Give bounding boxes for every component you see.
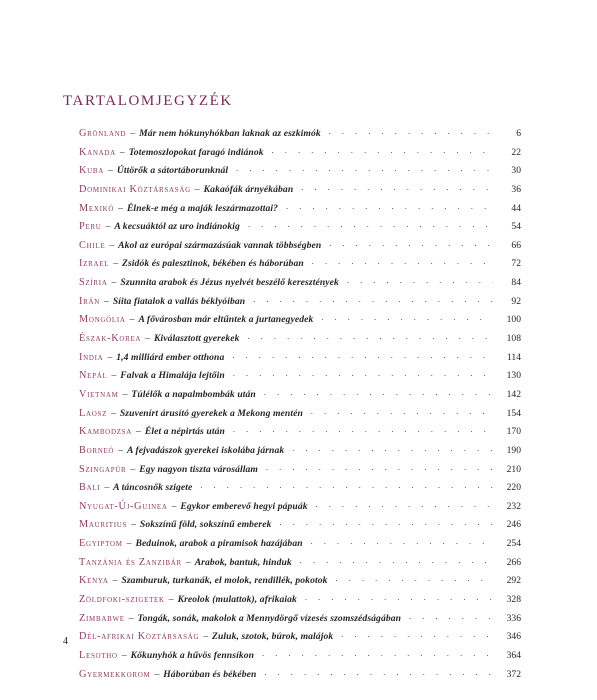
toc-entry-country: Grönland bbox=[79, 128, 127, 139]
toc-entry-country: Kenya bbox=[79, 575, 109, 587]
toc-entry-separator: – bbox=[185, 556, 191, 568]
toc-entry-page-number: 154 bbox=[506, 407, 521, 419]
toc-entry-page-number: 254 bbox=[506, 538, 521, 550]
toc-entry-separator: – bbox=[107, 351, 113, 363]
toc-entry-description: Háborúban és békében bbox=[163, 668, 257, 680]
toc-entry-separator: – bbox=[122, 388, 128, 400]
toc-entry-description: Szamburuk, turkanák, el molok, rendillék, pokotok bbox=[121, 575, 328, 587]
toc-entry-dot-leader bbox=[311, 533, 493, 552]
toc-entry-dot-leader bbox=[264, 664, 493, 683]
toc-entry-description: Már nem hókunyhókban laknak az eszkimók bbox=[139, 128, 321, 139]
toc-entry-dot-leader bbox=[280, 514, 494, 533]
toc-entry-separator: – bbox=[112, 575, 118, 587]
toc-entry-description: Totemoszlopokat faragó indiánok bbox=[128, 146, 264, 158]
toc-entry-dot-leader bbox=[232, 347, 493, 366]
toc-entry-description: Beduinok, arabok a piramisok hazájában bbox=[135, 538, 303, 550]
toc-entry-separator: – bbox=[121, 649, 127, 661]
toc-entry-country: Szingapúr bbox=[79, 463, 127, 475]
toc-entry-page-number: 210 bbox=[506, 463, 521, 475]
toc-entry-country: Mexikó bbox=[79, 202, 115, 214]
toc-entry-description: Falvak a Himalája lejtőin bbox=[120, 370, 225, 382]
toc-entry-page-number: 130 bbox=[506, 370, 521, 382]
toc-entry-description: Zuluk, szotok, búrok, malájok bbox=[212, 631, 334, 643]
toc-entry-page-number: 84 bbox=[511, 277, 521, 289]
toc-entry-page-number: 142 bbox=[506, 388, 521, 400]
toc-entry-dot-leader bbox=[266, 459, 493, 478]
toc-entry-dot-leader bbox=[272, 142, 493, 161]
toc-entry-dot-leader bbox=[305, 589, 493, 608]
toc-entry-page-number: 92 bbox=[511, 295, 521, 307]
toc-entry-page-number: 364 bbox=[506, 649, 521, 661]
toc-entry-page-number: 328 bbox=[506, 594, 521, 606]
toc-entry-description: Síita fiatalok a vallás béklyóiban bbox=[112, 295, 246, 307]
toc-entry bbox=[79, 666, 521, 685]
toc-entry-separator: – bbox=[108, 165, 113, 177]
toc-entry-country: India bbox=[79, 351, 104, 363]
toc-entry-dot-leader bbox=[316, 496, 493, 515]
toc-entry-separator: – bbox=[111, 370, 117, 382]
toc-entry-country: Vietnam bbox=[79, 388, 119, 400]
toc-entry-dot-leader bbox=[233, 365, 493, 384]
toc-entry-description: A kecsuáktól az uro indiánokig bbox=[114, 221, 240, 233]
toc-entry-country: Mauritius bbox=[79, 519, 128, 531]
toc-entry-page-number: 44 bbox=[511, 202, 521, 214]
toc-entry-country: Mongólia bbox=[79, 314, 126, 326]
toc-entry-description: Akol az európai származásúak vannak többségben bbox=[118, 239, 322, 251]
toc-entry-dot-leader bbox=[341, 626, 493, 645]
toc-entry-separator: – bbox=[194, 183, 200, 195]
toc-entry-country: Kuba bbox=[79, 165, 105, 177]
toc-entry-country: Irán bbox=[79, 295, 101, 307]
toc-entry-separator: – bbox=[111, 277, 117, 289]
toc-entry-separator: – bbox=[105, 221, 111, 233]
toc-entry-country: Tanzánia és Zanzibár bbox=[79, 556, 182, 568]
toc-entry-dot-leader bbox=[248, 328, 494, 347]
toc-entry-description: Élnek-e még a maják leszármazottai? bbox=[126, 202, 279, 214]
toc-entry-separator: – bbox=[104, 295, 109, 307]
toc-entry-dot-leader bbox=[200, 477, 493, 496]
toc-entry-dot-leader bbox=[248, 216, 493, 235]
toc-entry-country: Chile bbox=[79, 239, 106, 251]
toc-entry-description: Élet a népirtás után bbox=[144, 426, 225, 438]
toc-entry-country: Dél-afrikai Köztársaság bbox=[79, 631, 200, 643]
toc-entry-page-number: 246 bbox=[506, 519, 521, 531]
toc-entry-separator: – bbox=[145, 333, 150, 345]
toc-entry-dot-leader bbox=[233, 421, 493, 440]
toc-entry-dot-leader bbox=[329, 235, 493, 254]
toc-entry-description: Egy nagyon tiszta városállam bbox=[139, 463, 258, 475]
toc-entry-description: Kőkunyhók a hűvös fennsíkon bbox=[130, 649, 255, 661]
toc-entry-separator: – bbox=[131, 519, 136, 531]
toc-entry-country: Lesotho bbox=[79, 649, 118, 661]
toc-entry-dot-leader bbox=[301, 179, 493, 198]
page-number: 4 bbox=[63, 636, 68, 647]
toc-entry-dot-leader bbox=[264, 384, 493, 403]
toc-entry-page-number: 372 bbox=[506, 668, 521, 680]
toc-entry-page-number: 72 bbox=[511, 258, 521, 270]
toc-entry-separator: – bbox=[104, 482, 110, 494]
toc-entry-description: Kreolok (mulattok), afrikaiak bbox=[177, 594, 297, 606]
toc-entry-separator: – bbox=[203, 631, 208, 643]
toc-entry-dot-leader bbox=[329, 123, 493, 142]
page-title: TARTALOMJEGYZÉK bbox=[63, 93, 233, 109]
table-of-contents bbox=[79, 125, 521, 684]
toc-entry-page-number: 36 bbox=[511, 183, 521, 195]
toc-entry-separator: – bbox=[128, 612, 134, 624]
toc-entry-dot-leader bbox=[336, 570, 493, 589]
toc-entry-description: 1,4 milliárd ember otthona bbox=[116, 351, 225, 363]
toc-entry-page-number: 114 bbox=[506, 351, 521, 363]
toc-entry-page-number: 100 bbox=[506, 314, 521, 326]
toc-entry-dot-leader bbox=[236, 160, 493, 179]
toc-entry-description: Kiválasztott gyerekek bbox=[154, 333, 240, 345]
toc-entry-dot-leader bbox=[312, 253, 493, 272]
toc-entry-country: Bali bbox=[79, 482, 101, 494]
toc-entry-description: Túlélők a napalmbombák után bbox=[131, 388, 256, 400]
toc-entry-description: Szuvenírt árusító gyerekek a Mekong mentén bbox=[119, 407, 303, 419]
toc-entry-country: Laosz bbox=[79, 407, 108, 419]
toc-entry-country: Dominikai Köztársaság bbox=[79, 183, 191, 195]
toc-entry-separator: – bbox=[154, 668, 160, 680]
toc-entry-country: Nyugat-Új-Guinea bbox=[79, 500, 168, 512]
toc-entry-separator: – bbox=[113, 258, 118, 270]
toc-entry-description: Úttörők a sátortáborunknál bbox=[116, 165, 229, 177]
toc-entry-page-number: 170 bbox=[506, 426, 521, 438]
toc-entry-dot-leader bbox=[409, 608, 493, 627]
toc-entry-country: Egyiptom bbox=[79, 538, 123, 550]
toc-entry-description: A fővárosban már eltűntek a jurtanegyedek bbox=[138, 314, 314, 326]
toc-entry-page-number: 292 bbox=[506, 575, 521, 587]
toc-entry-country: Észak-Korea bbox=[79, 333, 142, 345]
toc-entry-page-number: 266 bbox=[506, 556, 521, 568]
toc-entry-page-number: 108 bbox=[506, 333, 521, 345]
toc-entry-separator: – bbox=[130, 463, 136, 475]
toc-entry-dot-leader bbox=[286, 198, 493, 217]
toc-entry-page-number: 54 bbox=[511, 221, 521, 233]
toc-entry-dot-leader bbox=[347, 272, 493, 291]
toc-entry-description: Kakaófák árnyékában bbox=[203, 183, 294, 195]
toc-entry-separator: – bbox=[168, 594, 174, 606]
toc-entry-separator: – bbox=[118, 444, 123, 456]
toc-entry-dot-leader bbox=[300, 552, 493, 571]
toc-entry-separator: – bbox=[130, 128, 136, 139]
toc-entry-dot-leader bbox=[311, 403, 493, 422]
toc-entry-country: Izrael bbox=[79, 258, 110, 270]
toc-entry-page-number: 30 bbox=[511, 165, 521, 177]
toc-entry-separator: – bbox=[136, 426, 141, 438]
toc-entry-description: A táncosnők szigete bbox=[113, 482, 193, 494]
toc-entry-dot-leader bbox=[321, 309, 493, 328]
toc-entry-page-number: 336 bbox=[506, 612, 521, 624]
toc-entry-description: Arabok, bantuk, hinduk bbox=[194, 556, 292, 568]
toc-entry-separator: – bbox=[118, 202, 123, 214]
toc-entry-separator: – bbox=[126, 538, 132, 550]
toc-entry-description: Sokszínű föld, sokszínű emberek bbox=[139, 519, 272, 531]
toc-entry-country: Kanada bbox=[79, 146, 116, 158]
toc-entry-description: Zsidók és palesztinok, békében és háborúban bbox=[121, 258, 304, 270]
toc-entry-country: Peru bbox=[79, 221, 102, 233]
toc-entry-page-number: 6 bbox=[516, 128, 521, 139]
toc-entry-page-number: 190 bbox=[506, 444, 521, 456]
toc-entry-country: Zimbabwe bbox=[79, 612, 125, 624]
toc-entry-dot-leader bbox=[262, 645, 493, 664]
toc-entry-country: Szíria bbox=[79, 277, 108, 289]
toc-entry-page-number: 220 bbox=[506, 482, 521, 494]
toc-entry-separator: – bbox=[129, 314, 135, 326]
toc-entry-description: Szunnita arabok és Jézus nyelvét beszélő keresztények bbox=[120, 277, 339, 289]
toc-entry-country: Nepál bbox=[79, 370, 108, 382]
toc-entry-separator: – bbox=[109, 239, 115, 251]
toc-entry-page-number: 22 bbox=[511, 146, 521, 158]
toc-entry-country: Gyermekkorom bbox=[79, 668, 151, 680]
toc-entry-page-number: 66 bbox=[511, 239, 521, 251]
toc-entry-description: A fejvadászok gyerekei iskolába járnak bbox=[126, 444, 285, 456]
toc-entry-page-number: 232 bbox=[506, 500, 521, 512]
toc-entry-page-number: 346 bbox=[506, 631, 521, 643]
toc-entry-country: Borneó bbox=[79, 444, 115, 456]
toc-entry-separator: – bbox=[119, 146, 125, 158]
toc-entry-dot-leader bbox=[253, 291, 493, 310]
toc-entry-description: Tongák, sonák, makolok a Mennydörgő vízesés szomszédságában bbox=[137, 612, 402, 624]
toc-entry-separator: – bbox=[171, 500, 177, 512]
toc-entry-description: Egykor emberevő hegyi pápuák bbox=[180, 500, 308, 512]
toc-entry-country: Kambodzsa bbox=[79, 426, 133, 438]
toc-entry-dot-leader bbox=[292, 440, 493, 459]
toc-entry-separator: – bbox=[111, 407, 116, 419]
toc-entry-country: Zöldfoki-szigetek bbox=[79, 594, 165, 606]
